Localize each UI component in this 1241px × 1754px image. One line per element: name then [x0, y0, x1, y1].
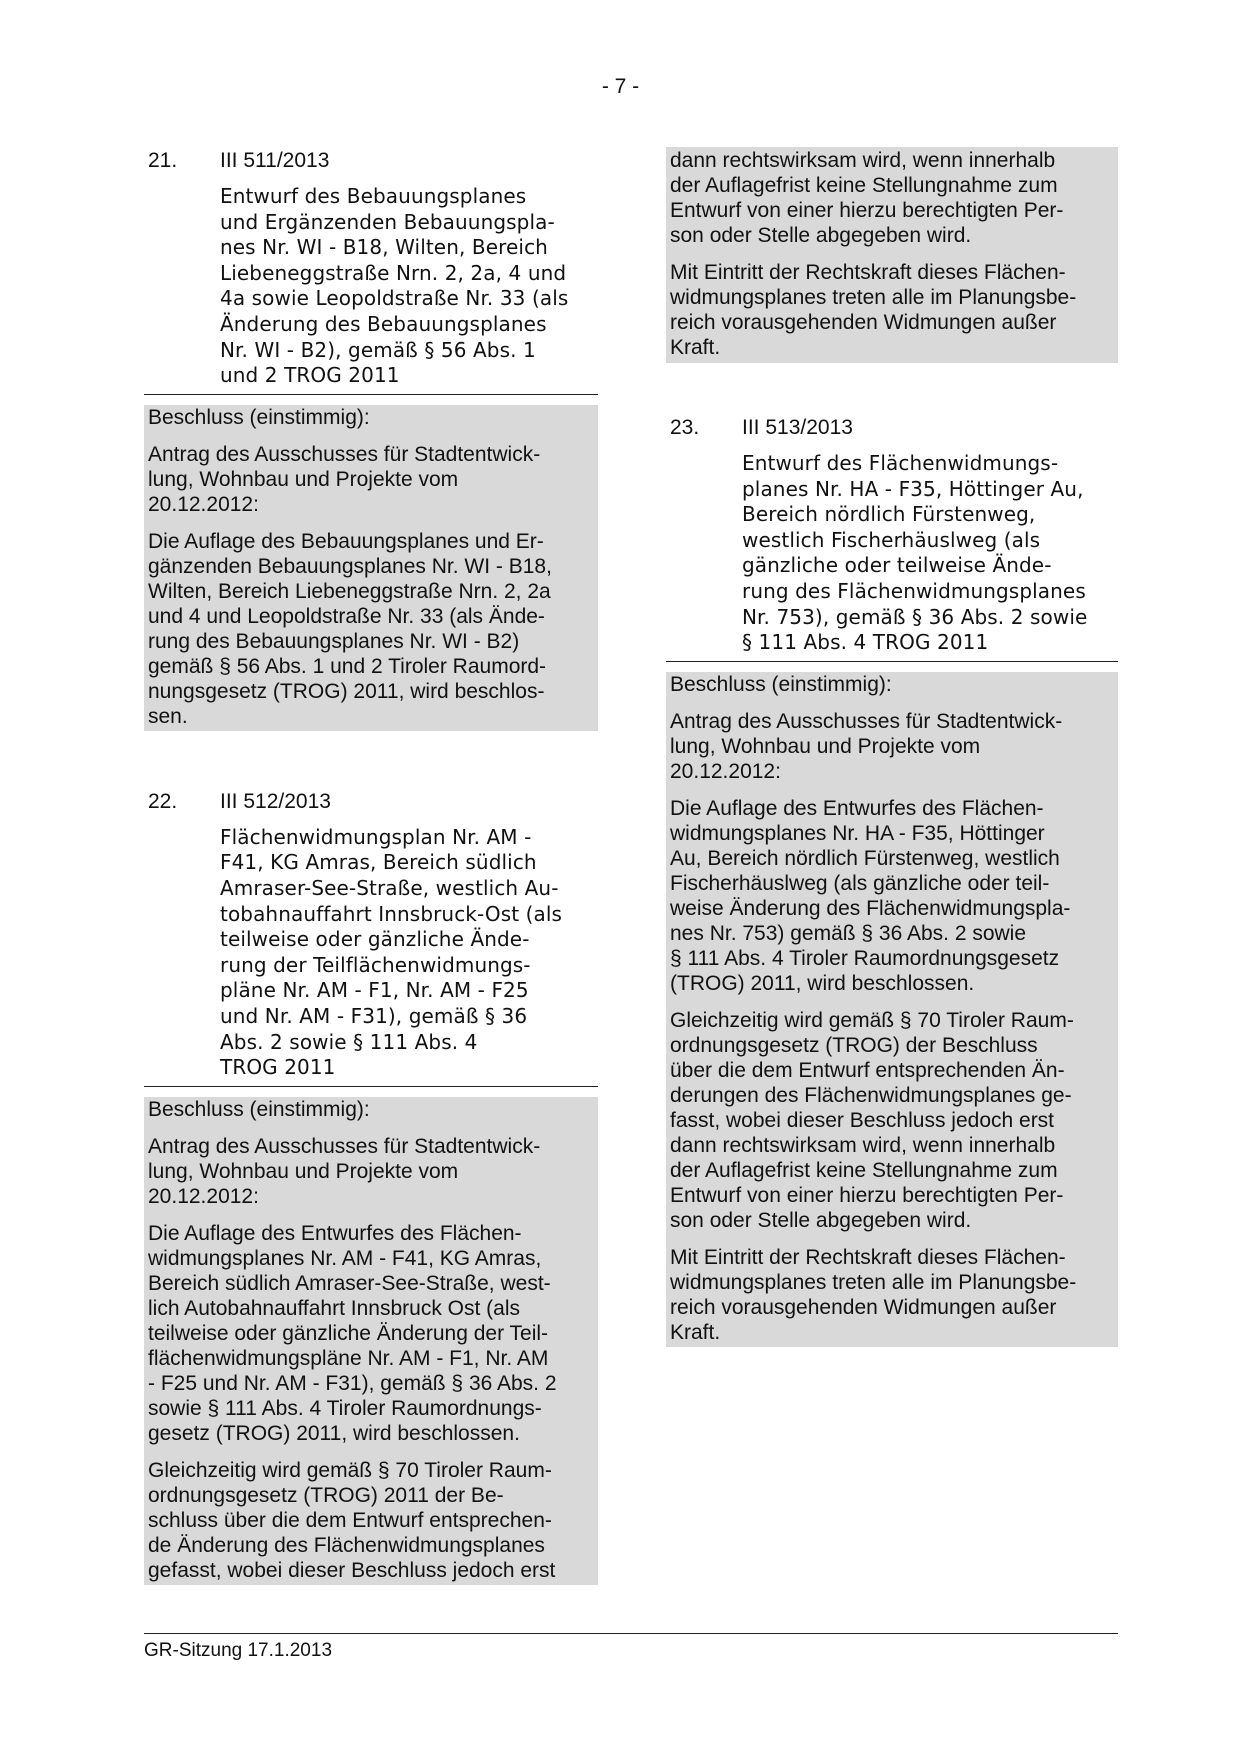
text-line: derungen des Flächenwidmungsplanes ge-: [670, 1083, 1072, 1107]
text-line: Bereich südlich Amraser-See-Straße, west-: [148, 1271, 551, 1295]
resolution-paragraph: [670, 1008, 1114, 1233]
text-line: Liebeneggstraße Nrn. 2, 2a, 4 und: [220, 260, 567, 285]
item-number: 22.: [148, 789, 178, 813]
text-line: Fischerhäuslweg (als gänzliche oder teil-: [670, 871, 1050, 895]
text-line: Kraft.: [670, 336, 721, 359]
text-line: rung des Flächenwidmungsplanes: [742, 578, 1086, 603]
text-line: und Nr. AM - F31), gemäß § 36: [220, 1003, 528, 1028]
resolution-continuation: [666, 147, 1118, 363]
text-line: Entwurf von einer hierzu berechtigten Per-: [670, 199, 1064, 222]
text-line: Nr. WI - B2), gemäß § 56 Abs. 1: [220, 337, 536, 362]
text-line: F41, KG Amras, Bereich südlich: [220, 850, 537, 875]
resolution-label: Beschluss (einstimmig):: [148, 405, 370, 429]
text-line: Bereich nördlich Fürstenweg,: [742, 502, 1036, 527]
text-line: widmungsplanes treten alle im Planungsbe-: [670, 1270, 1077, 1294]
item-header: [144, 148, 598, 173]
text-line: widmungsplanes treten alle im Planungsbe-: [670, 286, 1077, 309]
text-line: - F25 und Nr. AM - F31), gemäß § 36 Abs. 2: [148, 1371, 557, 1395]
resolution-paragraph: [148, 529, 594, 729]
text-line: Antrag des Ausschusses für Stadtentwick-: [148, 442, 541, 466]
text-line: teilweise oder gänzliche Änderung der Teil-: [148, 1321, 549, 1345]
text-line: § 111 Abs. 4 TROG 2011: [742, 630, 989, 655]
text-line: 20.12.2012:: [148, 1184, 259, 1208]
text-line: Mit Eintritt der Rechtskraft dieses Flächen-: [670, 261, 1066, 284]
text-line: pläne Nr. AM - F1, Nr. AM - F25: [220, 978, 529, 1003]
item-divider: [666, 661, 1118, 662]
text-line: nungsgesetz (TROG) 2011, wird beschlos-: [148, 679, 545, 703]
text-line: fasst, wobei dieser Beschluss jedoch erst: [670, 1108, 1055, 1132]
agenda-item-22: [144, 789, 598, 1585]
text-line: lich Autobahnauffahrt Innsbruck Ost (als: [148, 1296, 520, 1320]
text-line: de Änderung des Flächenwidmungsplanes: [148, 1533, 545, 1557]
text-line: Abs. 2 sowie § 111 Abs. 4: [220, 1029, 478, 1054]
text-line: Entwurf des Bebauungsplanes: [220, 184, 527, 208]
text-line: 4a sowie Leopoldstraße Nr. 33 (als: [220, 286, 569, 311]
text-line: son oder Stelle abgegeben wird.: [670, 224, 972, 247]
text-line: weise Änderung des Flächenwidmungspla-: [670, 896, 1071, 920]
text-line: nes Nr. 753) gemäß § 36 Abs. 2 sowie: [670, 921, 1027, 945]
resolution-paragraph: [148, 1458, 594, 1583]
text-line: Flächenwidmungsplan Nr. AM -: [220, 824, 532, 849]
text-line: gänzenden Bebauungsplanes Nr. WI - B18,: [148, 554, 552, 578]
text-line: gefasst, wobei dieser Beschluss jedoch erst: [148, 1558, 556, 1582]
footer-divider: [144, 1633, 1118, 1634]
text-line: widmungsplanes Nr. AM - F41, KG Amras,: [148, 1246, 542, 1270]
text-line: son oder Stelle abgegeben wird.: [670, 1208, 972, 1232]
text-line: Die Auflage des Entwurfes des Flächen-: [670, 796, 1044, 820]
resolution-paragraph: [148, 1221, 594, 1446]
text-line: tobahnauffahrt Innsbruck-Ost (als: [220, 901, 563, 926]
text-line: sowie § 111 Abs. 4 Tiroler Raumordnungs-: [148, 1396, 542, 1420]
text-line: gänzliche oder teilweise Ände-: [742, 553, 1052, 578]
resolution-paragraph: [670, 709, 1114, 784]
text-line: lung, Wohnbau und Projekte vom: [670, 734, 981, 758]
text-line: nes Nr. WI - B18, Wilten, Bereich: [220, 235, 548, 260]
text-line: der Auflagefrist keine Stellungnahme zum: [670, 1158, 1058, 1182]
text-line: flächenwidmungspläne Nr. AM - F1, Nr. AM: [148, 1346, 549, 1370]
resolution-paragraph: [148, 442, 594, 517]
page-number: - 7 -: [601, 75, 640, 98]
text-line: Au, Bereich nördlich Fürstenweg, westlich: [670, 846, 1060, 870]
text-line: dann rechtswirksam wird, wenn innerhalb: [670, 1133, 1056, 1157]
text-line: rung der Teilflächenwidmungs-: [220, 952, 531, 977]
text-line: dann rechtswirksam wird, wenn innerhalb: [670, 149, 1056, 172]
resolution-label: Beschluss (einstimmig):: [670, 672, 892, 696]
resolution-box: [666, 672, 1118, 1347]
item-divider: [144, 394, 598, 395]
text-line: der Auflagefrist keine Stellungnahme zum: [670, 174, 1058, 197]
footer-text: GR-Sitzung 17.1.2013: [144, 1640, 333, 1661]
item-number: 23.: [670, 416, 700, 439]
text-line: (TROG) 2011, wird beschlossen.: [670, 971, 975, 995]
text-line: Wilten, Bereich Liebeneggstraße Nrn. 2, 2a: [148, 579, 551, 603]
item-header: [144, 789, 598, 814]
text-line: rung des Bebauungsplanes Nr. WI - B2): [148, 629, 520, 653]
item-header: [666, 415, 1118, 440]
item-divider: [144, 1086, 598, 1087]
text-line: planes Nr. HA - F35, Höttinger Au,: [742, 476, 1084, 501]
text-line: Die Auflage des Entwurfes des Flächen-: [148, 1221, 522, 1245]
text-line: Gleichzeitig wird gemäß § 70 Tiroler Raum-: [148, 1458, 552, 1482]
text-line: und 2 TROG 2011: [220, 363, 400, 388]
left-column: [144, 148, 598, 1585]
text-line: Entwurf von einer hierzu berechtigten Per-: [670, 1183, 1064, 1207]
text-line: Antrag des Ausschusses für Stadtentwick-: [148, 1134, 541, 1158]
text-line: 20.12.2012:: [148, 492, 259, 516]
text-line: Amraser-See-Straße, westlich Au-: [220, 875, 559, 900]
text-line: westlich Fischerhäuslweg (als: [742, 527, 1041, 552]
text-line: teilweise oder gänzliche Ände-: [220, 927, 530, 952]
agenda-item-23: [666, 415, 1118, 1347]
agenda-item-21: [144, 148, 598, 731]
text-line: Mit Eintritt der Rechtskraft dieses Flächen-: [670, 1245, 1066, 1269]
text-line: ordnungsgesetz (TROG) 2011 der Be-: [148, 1483, 504, 1507]
resolution-label: Beschluss (einstimmig):: [148, 1097, 370, 1121]
resolution-paragraph: [148, 1134, 594, 1209]
item-title: [220, 825, 598, 1081]
item-code: III 511/2013: [220, 149, 330, 172]
resolution-box: [144, 1097, 598, 1585]
text-line: Die Auflage des Bebauungsplanes und Er-: [148, 529, 544, 553]
text-line: Nr. 753), gemäß § 36 Abs. 2 sowie: [742, 604, 1088, 629]
text-line: ordnungsgesetz (TROG) der Beschluss: [670, 1033, 1038, 1057]
text-line: Kraft.: [670, 1320, 721, 1344]
item-code: III 513/2013: [742, 416, 853, 439]
text-line: über die dem Entwurf entsprechenden Än-: [670, 1058, 1065, 1082]
text-line: reich vorausgehenden Widmungen außer: [670, 1295, 1057, 1319]
text-line: Gleichzeitig wird gemäß § 70 Tiroler Raum-: [670, 1008, 1074, 1032]
text-line: und Ergänzenden Bebauungspla-: [220, 209, 555, 234]
right-column: [666, 147, 1118, 1347]
text-line: lung, Wohnbau und Projekte vom: [148, 1159, 459, 1183]
text-line: lung, Wohnbau und Projekte vom: [148, 467, 459, 491]
resolution-paragraph: [670, 796, 1114, 996]
text-line: § 111 Abs. 4 Tiroler Raumordnungsgesetz: [670, 946, 1060, 970]
resolution-box: [144, 405, 598, 731]
text-line: TROG 2011: [220, 1055, 336, 1080]
item-code: III 512/2013: [220, 789, 331, 813]
text-line: Entwurf des Flächenwidmungs-: [742, 451, 1059, 475]
item-number: 21.: [148, 149, 178, 172]
text-line: widmungsplanes Nr. HA - F35, Höttinger: [670, 821, 1045, 845]
text-line: 20.12.2012:: [670, 759, 781, 783]
text-line: Änderung des Bebauungsplanes: [220, 311, 547, 336]
text-line: Antrag des Ausschusses für Stadtentwick-: [670, 709, 1063, 733]
text-line: gesetz (TROG) 2011, wird beschlossen.: [148, 1421, 520, 1445]
text-line: sen.: [148, 704, 188, 728]
resolution-paragraph: [670, 148, 1114, 248]
item-title: [220, 184, 598, 389]
text-line: gemäß § 56 Abs. 1 und 2 Tiroler Raumord-: [148, 654, 547, 678]
text-line: reich vorausgehenden Widmungen außer: [670, 311, 1057, 334]
text-line: schluss über die dem Entwurf entsprechen-: [148, 1508, 552, 1532]
resolution-paragraph: [670, 260, 1114, 360]
item-title: [742, 451, 1118, 656]
text-line: und 4 und Leopoldstraße Nr. 33 (als Ände-: [148, 604, 545, 628]
resolution-paragraph: [670, 1245, 1114, 1345]
